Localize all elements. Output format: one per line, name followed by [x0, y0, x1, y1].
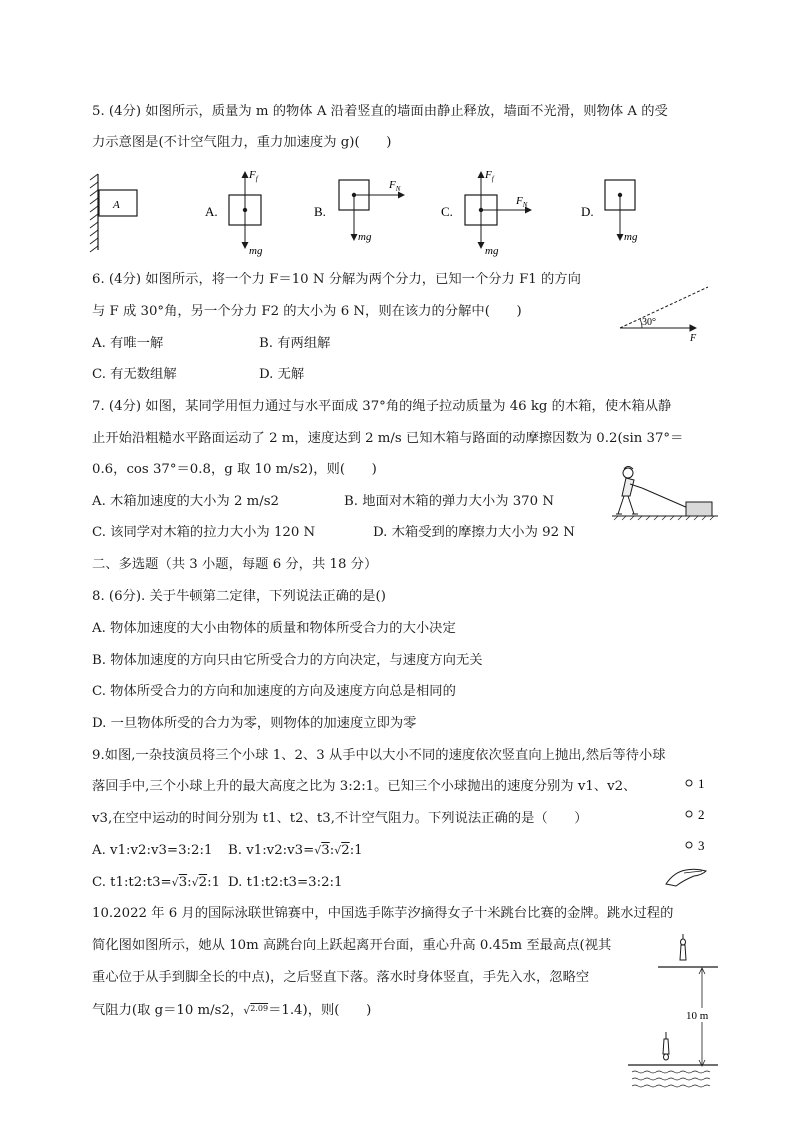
svg-text:3: 3 — [698, 838, 705, 853]
q8-option-a: A. 物体加速度的大小由物体的质量和物体所受合力的大小决定 — [92, 621, 456, 636]
q6-option-a: A. 有唯一解 — [92, 336, 164, 351]
option-d-label: D. — [581, 204, 594, 219]
ball-1 — [686, 780, 692, 786]
q7-pulling-figure — [610, 464, 720, 522]
q5-option-c-diagram — [441, 169, 531, 257]
angle-label: 30° — [642, 317, 656, 328]
q9-option-d: D. t1:t2:t3=3:2:1 — [228, 875, 343, 890]
block-label: A — [113, 199, 120, 211]
svg-text:Ff: $F_f$ — [485, 169, 494, 183]
q9-option-a: A. v1:v2:v3=3:2:1 — [92, 843, 213, 858]
section-heading-multiple-choice: 二、多选题（共 3 小题，每题 6 分，共 18 分） — [92, 557, 378, 572]
q9-stem-line1: 9.如图,一杂技演员将三个小球 1、2、3 从手中以大小不同的速度依次竖直向上抛出,然后等待小球 — [92, 748, 666, 763]
q10-stem-line1: 10.2022 年 6 月的国际泳联世锦赛中，中国选手陈芋汐摘得女子十米跳台比赛的金牌。跳水过程的 — [92, 906, 674, 921]
q6-option-d: D. 无解 — [259, 367, 305, 382]
q5-stem-line1: 5. (4分) 如图所示，质量为 m 的物体 A 沿着竖直的墙面由静止释放，墙面不光滑，则物体 A 的受 — [92, 104, 668, 119]
q10-stem-line3: 重心位于从手到脚全长的中点)，之后竖直下落。落水时身体竖直，手先入水，忽略空 — [92, 970, 590, 985]
svg-text:mg: mg — [624, 231, 638, 243]
option-b-label: B. — [314, 204, 326, 219]
q6-force-figure — [612, 283, 718, 345]
height-label: 10 m — [686, 1010, 709, 1022]
wall-block-diagram — [90, 174, 137, 252]
svg-text:mg: mg — [358, 231, 372, 243]
q8-stem: 8. (6分). 关于牛顿第二定律，下列说法正确的是() — [92, 589, 386, 604]
q9-stem-line3: v3,在空中运动的时间分别为 t1、t2、t3,不计空气阻力。下列说法正确的是（ ） — [92, 811, 588, 826]
diver-top-figure — [680, 934, 686, 960]
ball-2 — [686, 811, 692, 817]
svg-text:FN: $F_N$ — [389, 179, 401, 193]
q6-stem-line2: 与 F 成 30°角，另一个分力 F2 的大小为 6 N，则在该力的分解中( ) — [92, 304, 522, 319]
q9-option-c: C. t1:t2:t3=√3:√2:1 — [92, 875, 221, 890]
q5-stem-line2: 力示意图是(不计空气阻力，重力加速度为 g)( ) — [92, 135, 392, 150]
q7-stem-line1: 7. (4分) 如图，某同学用恒力通过与水平面成 37°角的绳子拉动质量为 46 kg 的木箱，使木箱从静 — [92, 399, 672, 414]
ball-3 — [686, 842, 692, 848]
person-figure — [616, 467, 642, 515]
q9-option-b: B. v1:v2:v3=√3:√2:1 — [228, 843, 363, 858]
svg-text:1: 1 — [698, 776, 705, 791]
svg-text:FN: $F_N$ — [516, 195, 528, 209]
q9-stem-line2: 落回手中,三个小球上升的最大高度之比为 3:2:1。已知三个小球抛出的速度分别为 v1、v2、 — [92, 779, 637, 794]
q5-option-b-diagram — [314, 179, 404, 243]
q5-figure — [88, 160, 648, 260]
force-label: F — [690, 333, 697, 344]
q6-option-c: C. 有无数组解 — [92, 367, 177, 382]
diver-bottom-figure — [663, 1032, 669, 1060]
q5-option-d-diagram — [581, 180, 638, 243]
q7-option-c: C. 该同学对木箱的拉力大小为 120 N — [92, 525, 316, 540]
hand-icon — [666, 869, 706, 886]
q8-option-b: B. 物体加速度的方向只由它所受合力的方向决定，与速度方向无关 — [92, 653, 483, 668]
q10-diving-figure — [628, 932, 722, 1092]
q10-stem-line4: 气阻力(取 g＝10 m/s2，√$^{2.09}$＝1.4)，则( ) — [92, 1003, 372, 1018]
wooden-box — [686, 502, 712, 516]
svg-text:mg: mg — [485, 245, 499, 257]
svg-text:2: 2 — [698, 807, 705, 822]
svg-text:mg: mg — [249, 245, 263, 257]
svg-text:Ff: $F_f$ — [249, 169, 258, 183]
option-c-label: C. — [441, 204, 453, 219]
option-a-label: A. — [205, 204, 218, 219]
q10-stem-line2: 简化图如图所示，她从 10m 高跳台向上跃起离开台面，重心升高 0.45m 至最高点(视其 — [92, 938, 612, 953]
q5-option-a-diagram — [205, 169, 263, 257]
q8-option-d: D. 一旦物体所受的合力为零，则物体的加速度立即为零 — [92, 716, 417, 731]
q9-juggler-figure — [662, 772, 722, 892]
q7-option-d: D. 木箱受到的摩擦力大小为 92 N — [373, 525, 575, 540]
q6-option-b: B. 有两组解 — [259, 336, 331, 351]
q7-stem-line3: 0.6，cos 37°＝0.8，g 取 10 m/s2)，则( ) — [92, 462, 377, 477]
q8-option-c: C. 物体所受合力的方向和加速度的方向及速度方向总是相同的 — [92, 684, 456, 699]
q7-option-a: A. 木箱加速度的大小为 2 m/s2 — [92, 494, 280, 509]
q7-option-b: B. 地面对木箱的弹力大小为 370 N — [344, 494, 554, 509]
q7-stem-line2: 止开始沿粗糙水平路面运动了 2 m，速度达到 2 m/s 已知木箱与路面的动摩擦因数为 0.2(sin 37°＝ — [92, 431, 684, 446]
q6-stem-line1: 6. (4分) 如图所示，将一个力 F＝10 N 分解为两个分力，已知一个分力 F1 的方向 — [92, 272, 581, 287]
